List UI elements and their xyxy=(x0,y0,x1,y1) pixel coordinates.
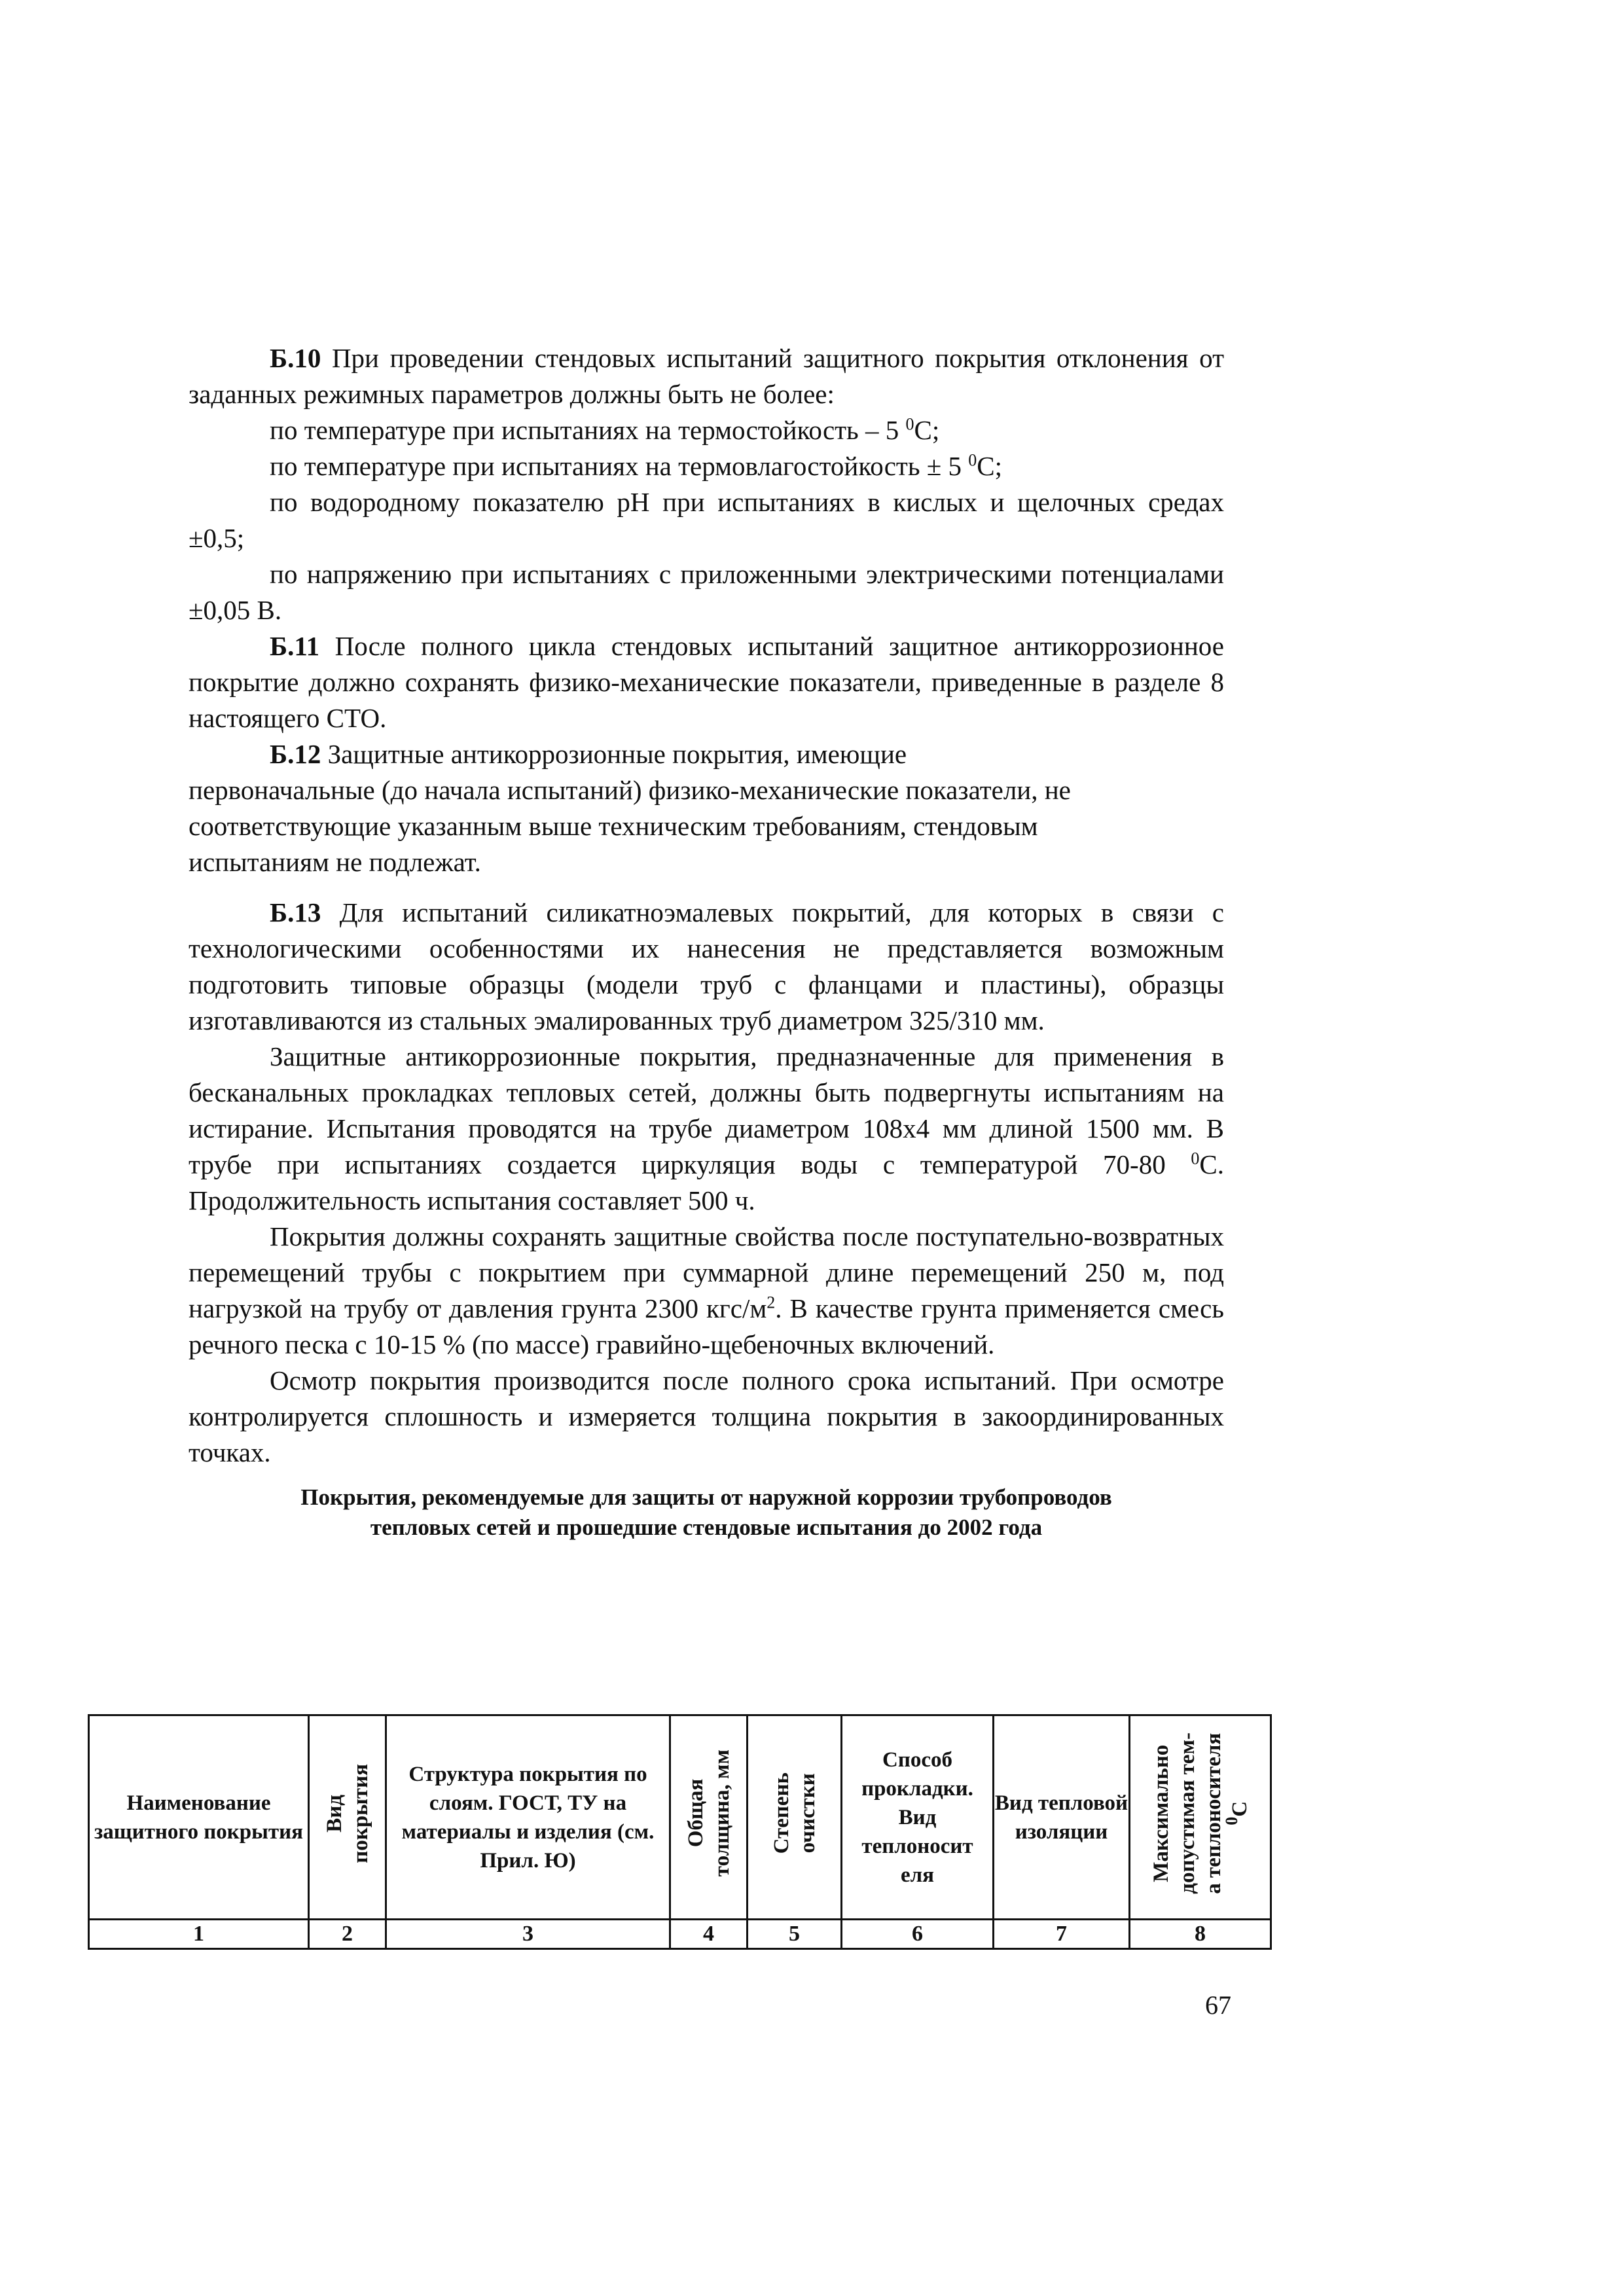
header-type-l2: покрытия xyxy=(348,1763,372,1863)
degree-sup: 0 xyxy=(905,414,914,434)
item-text: по температуре при испытаниях на термостойкость – 5 xyxy=(270,415,906,445)
caption-line: тепловых сетей и прошедшие стендовые испытания до 2002 года xyxy=(370,1515,1043,1540)
degree-sup: 0 xyxy=(968,450,977,470)
col-number: 3 xyxy=(386,1920,670,1949)
header-max-temp xyxy=(1130,1715,1271,1920)
header-type-l1: Вид xyxy=(322,1794,346,1833)
clause-b10-item: по напряжению при испытаниях с приложенными электрическими потенциалами ±0,05 В. xyxy=(189,559,1224,625)
clause-b10-item xyxy=(189,448,1224,484)
paragraph-text: Защитные антикоррозионные покрытия, предназначенные для применения в бесканальных прокладках тепловых сетей, должны быть подвергнуты испытаниям на истирание. Испытания проводятся на трубе диаметром 108х4 мм длиной 1500 мм. В трубе при испытаниях создается циркуляция воды с температурой 70-80 xyxy=(189,1041,1224,1179)
col-number: 6 xyxy=(842,1920,994,1949)
item-text-end: С; xyxy=(914,415,940,445)
header-name: Наименование защитного покрытия xyxy=(89,1715,309,1920)
clause-text: Для испытаний силикатноэмалевых покрытий, для которых в связи с технологическими особенностями их нанесения не представляется возможным подготовить типовые образцы (модели труб с фланцами и пластины), образцы изготавливаются из стальных эмалированных труб диаметром 325/310 мм. xyxy=(189,897,1224,1035)
paragraph-preserve xyxy=(189,1219,1224,1363)
header-cleaning-l1: Степень xyxy=(769,1772,793,1854)
col-number: 2 xyxy=(309,1920,386,1949)
col-number: 1 xyxy=(89,1920,309,1949)
header-thickness-l1: Общая xyxy=(683,1779,708,1848)
header-thickness xyxy=(670,1715,748,1920)
paragraph-text-end: С. Продолжительность испытания составляет 500 ч. xyxy=(189,1149,1224,1215)
item-text-end: С; xyxy=(977,451,1003,481)
col-number: 5 xyxy=(748,1920,842,1949)
table-caption xyxy=(189,1482,1224,1543)
paragraph-abrasion xyxy=(189,1039,1224,1219)
table-header-row xyxy=(89,1715,1271,1920)
clause-number: Б.12 xyxy=(270,739,321,769)
paragraph-text-end: . В качестве грунта применяется смесь речного песка с 10-15 % (по массе) гравийно-щебеночных включений. xyxy=(189,1293,1225,1359)
body-text xyxy=(189,340,1224,1543)
header-cleaning xyxy=(748,1715,842,1920)
header-max-temp-l3: а теплоносителя xyxy=(1201,1732,1225,1894)
clause-b12-line: соответствующие указанным выше техническим требованиям, стендовым xyxy=(189,811,1038,841)
degree-sup: 0 xyxy=(1221,1816,1241,1825)
clause-b10-item: по водородному показателю рН при испытаниях в кислых и щелочных средах ±0,5; xyxy=(189,487,1224,553)
spacer xyxy=(189,880,1224,895)
clause-text: После полного цикла стендовых испытаний защитное антикоррозионное покрытие должно сохранять физико-механические показатели, приведенные в разделе 8 настоящего СТО. xyxy=(189,631,1224,733)
header-structure: Структура покрытия по слоям. ГОСТ, ТУ на материалы и изделия (см. Прил. Ю) xyxy=(386,1715,670,1920)
header-thickness-l2: толщина, мм xyxy=(710,1749,734,1877)
clause-b11 xyxy=(189,628,1224,736)
clause-b10 xyxy=(189,340,1224,412)
header-cleaning-l2: очистки xyxy=(795,1773,820,1854)
header-laying: Способ прокладки. Вид теплоносит еля xyxy=(842,1715,994,1920)
square-sup: 2 xyxy=(767,1293,776,1312)
header-max-temp-l4: С xyxy=(1227,1801,1252,1817)
clause-number: Б.13 xyxy=(270,897,321,927)
header-max-temp-l1: Максимально xyxy=(1149,1744,1173,1882)
clause-b13 xyxy=(189,895,1224,1039)
header-max-temp-l2: допустимая тем- xyxy=(1175,1732,1199,1894)
clause-text: Защитные антикоррозионные покрытия, имеющие xyxy=(321,739,907,769)
col-number: 7 xyxy=(994,1920,1130,1949)
col-number: 4 xyxy=(670,1920,748,1949)
header-type xyxy=(309,1715,386,1920)
clause-b10-item xyxy=(189,412,1224,448)
page-number: 67 xyxy=(1205,1990,1231,2020)
clause-text: При проведении стендовых испытаний защитного покрытия отклонения от заданных режимных параметров должны быть не более: xyxy=(189,343,1224,409)
coverings-table xyxy=(88,1714,1272,1950)
table-number-row xyxy=(89,1920,1271,1949)
clause-number: Б.11 xyxy=(270,631,320,661)
clause-b12-line: первоначальные (до начала испытаний) физико-механические показатели, не xyxy=(189,775,1071,805)
header-insulation: Вид тепловой изоляции xyxy=(994,1715,1130,1920)
clause-b12 xyxy=(189,736,1224,772)
caption-line: Покрытия, рекомендуемые для защиты от наружной коррозии трубопроводов xyxy=(300,1484,1112,1510)
clause-b12-line: испытаниям не подлежат. xyxy=(189,847,481,877)
item-text: по температуре при испытаниях на термовлагостойкость ± 5 xyxy=(270,451,969,481)
col-number: 8 xyxy=(1130,1920,1271,1949)
clause-number: Б.10 xyxy=(270,343,321,373)
paragraph-text: Покрытия должны сохранять защитные свойства после поступательно-возвратных перемещений трубы с покрытием при суммарной длине перемещений 250 м, под нагрузкой на трубу от давления грунта 2300 кгс/м xyxy=(189,1221,1224,1323)
degree-sup: 0 xyxy=(1191,1149,1200,1168)
paragraph-inspect: Осмотр покрытия производится после полного срока испытаний. При осмотре контролируется сплошность и измеряется толщина покрытия в закоординированных точках. xyxy=(189,1365,1224,1467)
